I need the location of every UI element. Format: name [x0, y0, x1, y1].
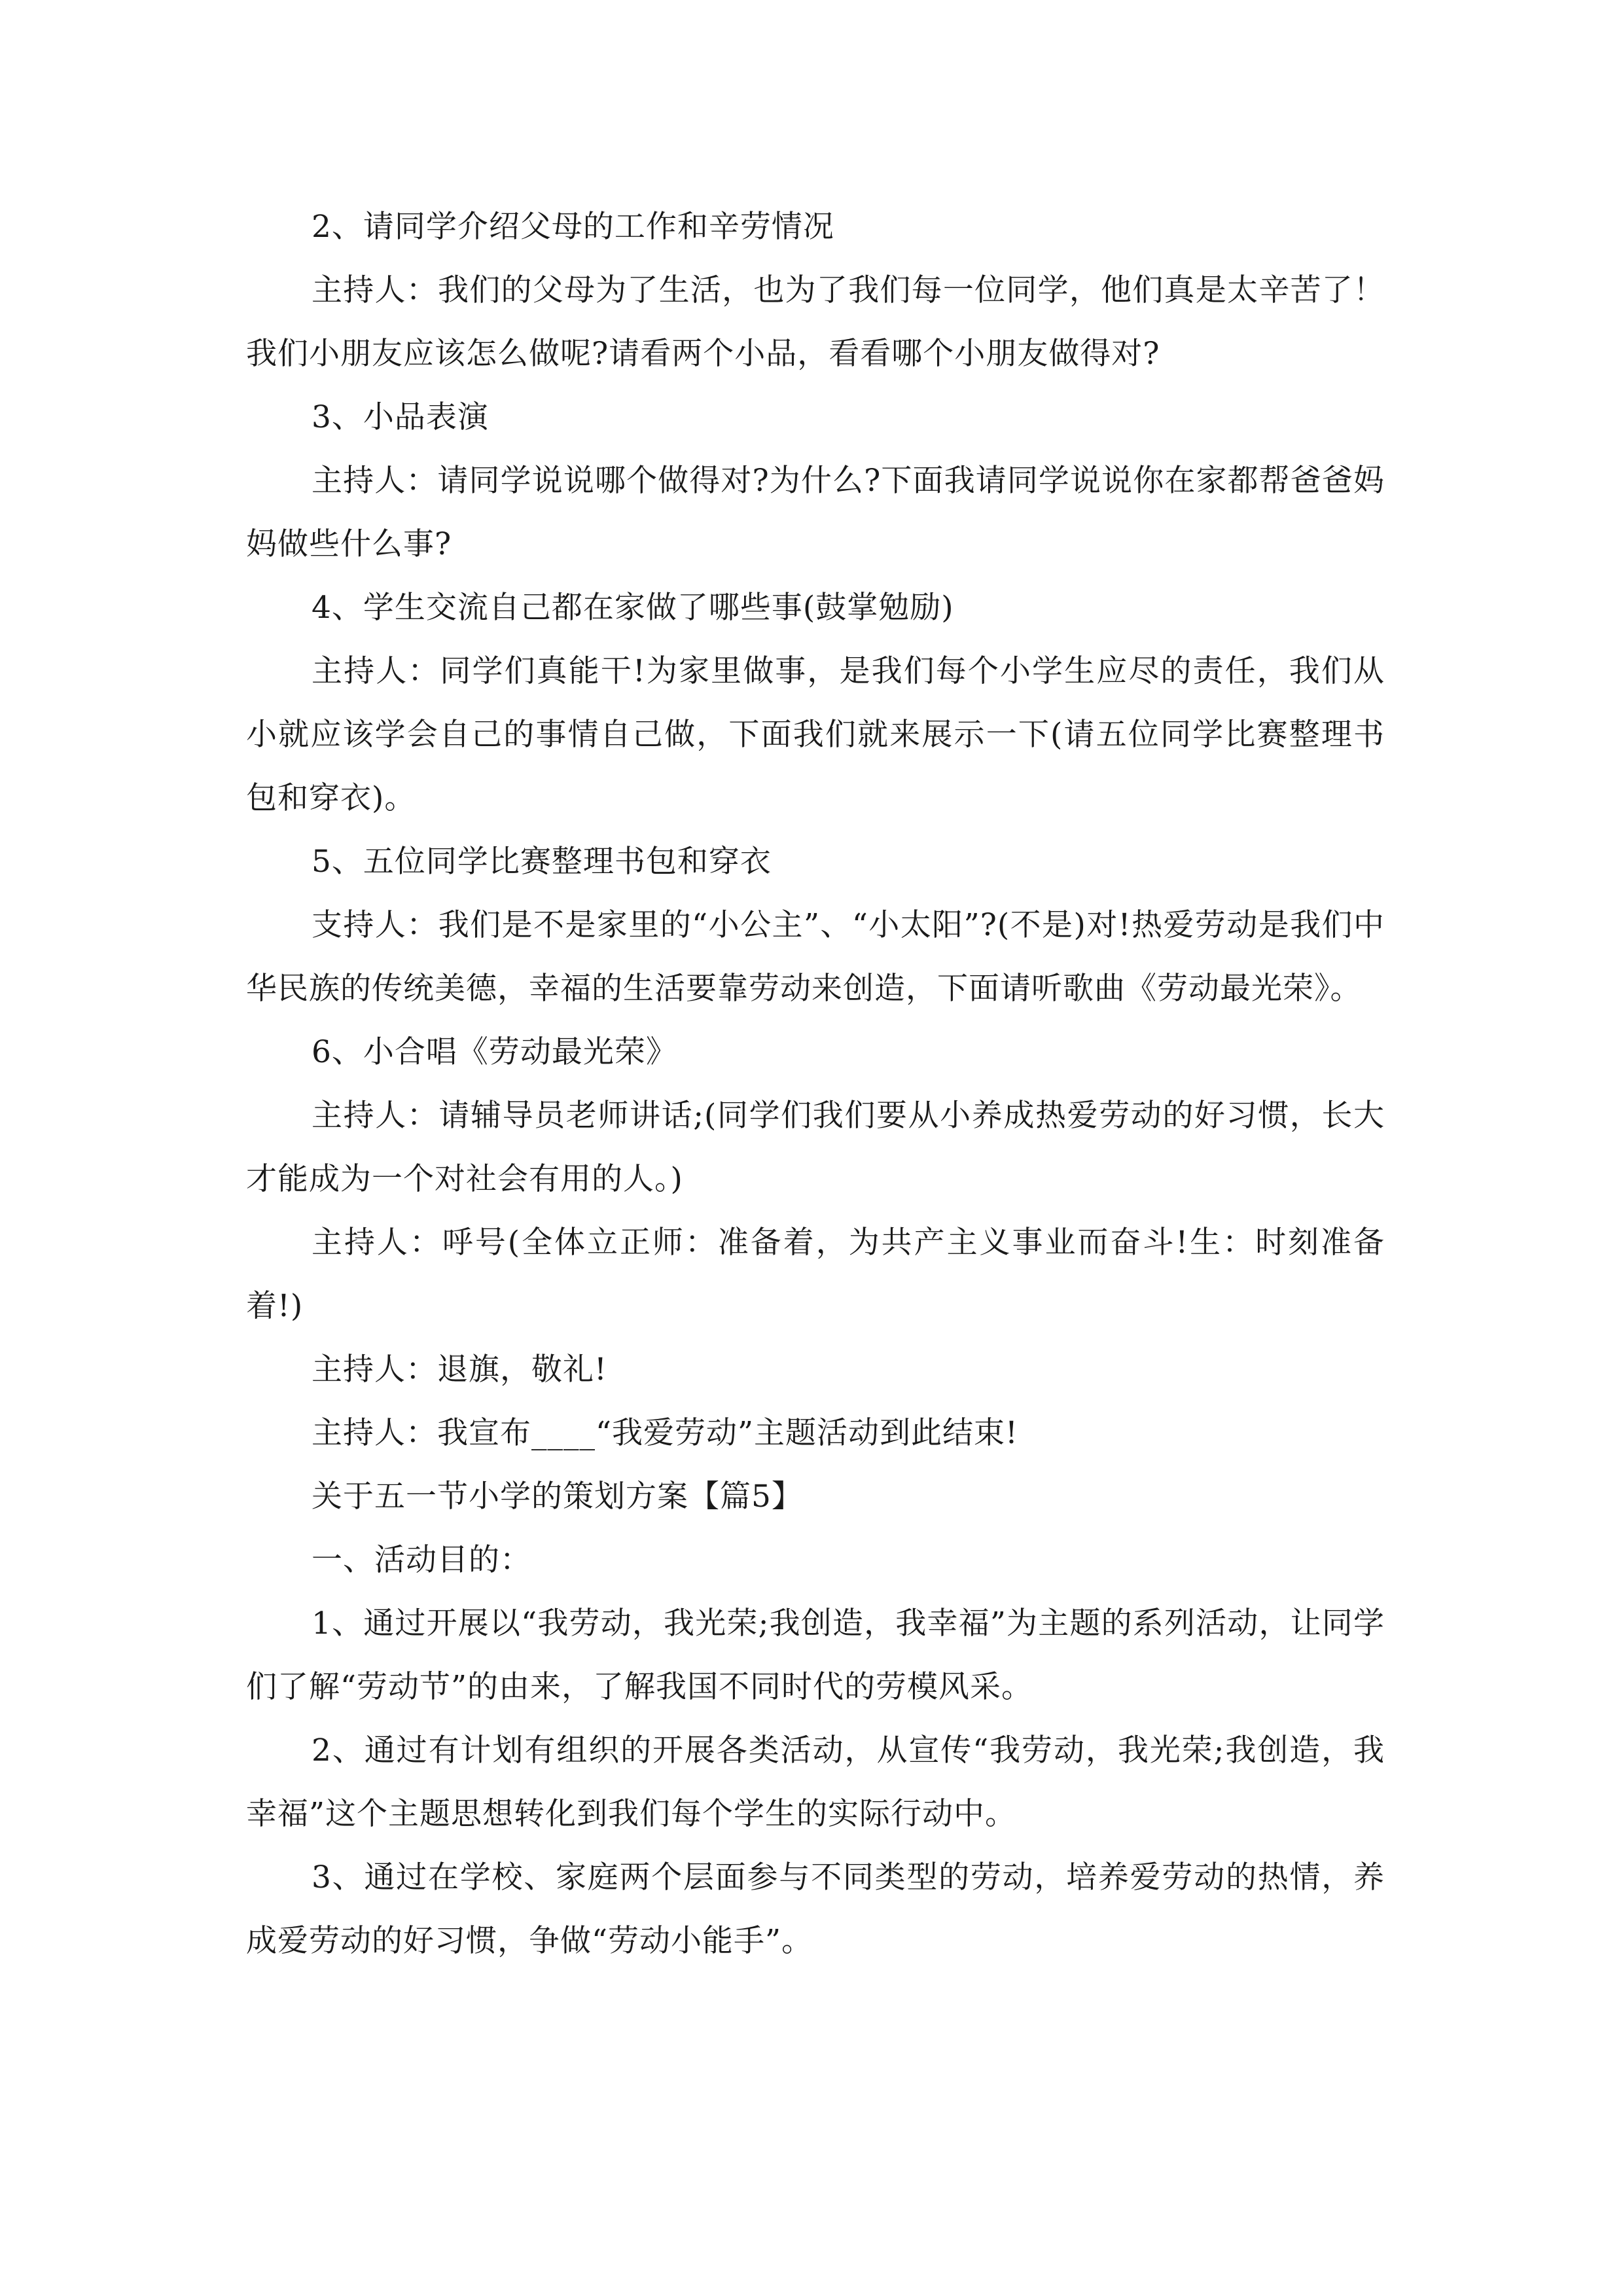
paragraph-goal-1: 1、通过开展以“我劳动，我光荣;我创造，我幸福”为主题的系列活动，让同学们了解“劳动节”的由来，了解我国不同时代的劳模风采。 [246, 1605, 1385, 1705]
paragraph-host-slogan: 主持人：呼号(全体立正师：准备着，为共产主义事业而奋斗!生：时刻准备着!) [246, 1225, 1385, 1324]
paragraph-goal-2: 2、通过有计划有组织的开展各类活动，从宣传“我劳动，我光荣;我创造，我幸福”这个主题思想转化到我们每个学生的实际行动中。 [246, 1732, 1385, 1832]
paragraph-item-2-heading: 2、请同学介绍父母的工作和辛劳情况 [312, 209, 834, 245]
section-title-part-5: 关于五一节小学的策划方案【篇5】 [312, 1479, 803, 1515]
paragraph-item-6-heading: 6、小合唱《劳动最光荣》 [312, 1034, 677, 1070]
document-body [246, 195, 1385, 1973]
paragraph-host-praise: 主持人：同学们真能干!为家里做事，是我们每个小学生应尽的责任，我们从小就应该学会自己的事情自己做，下面我们就来展示一下(请五位同学比赛整理书包和穿衣)。 [246, 653, 1385, 816]
paragraph-host-flag: 主持人：退旗，敬礼! [312, 1352, 607, 1388]
paragraph-host-song-intro: 支持人：我们是不是家里的“小公主”、“小太阳”?(不是)对!热爱劳动是我们中华民族的传统美德，幸福的生活要靠劳动来创造，下面请听歌曲《劳动最光荣》。 [246, 907, 1385, 1007]
paragraph-host-closing: 主持人：我宣布____“我爱劳动”主题活动到此结束! [312, 1415, 1018, 1451]
paragraph-host-teacher-speech: 主持人：请辅导员老师讲话;(同学们我们要从小养成热爱劳动的好习惯，长大才能成为一个对社会有用的人。) [246, 1098, 1385, 1197]
paragraph-host-question: 主持人：请同学说说哪个做得对?为什么?下面我请同学说说你在家都帮爸爸妈妈做些什么事? [246, 463, 1385, 562]
section-heading-goals: 一、活动目的： [312, 1542, 531, 1578]
paragraph-host-parents: 主持人：我们的父母为了生活，也为了我们每一位同学，他们真是太辛苦了！我们小朋友应该怎么做呢?请看两个小品，看看哪个小朋友做得对? [246, 272, 1385, 372]
paragraph-goal-3: 3、通过在学校、家庭两个层面参与不同类型的劳动，培养爱劳动的热情，养成爱劳动的好习惯，争做“劳动小能手”。 [246, 1859, 1385, 1959]
paragraph-item-4-heading: 4、学生交流自己都在家做了哪些事(鼓掌勉励) [312, 590, 954, 626]
paragraph-item-5-heading: 5、五位同学比赛整理书包和穿衣 [312, 844, 772, 880]
paragraph-item-3-heading: 3、小品表演 [312, 399, 489, 435]
